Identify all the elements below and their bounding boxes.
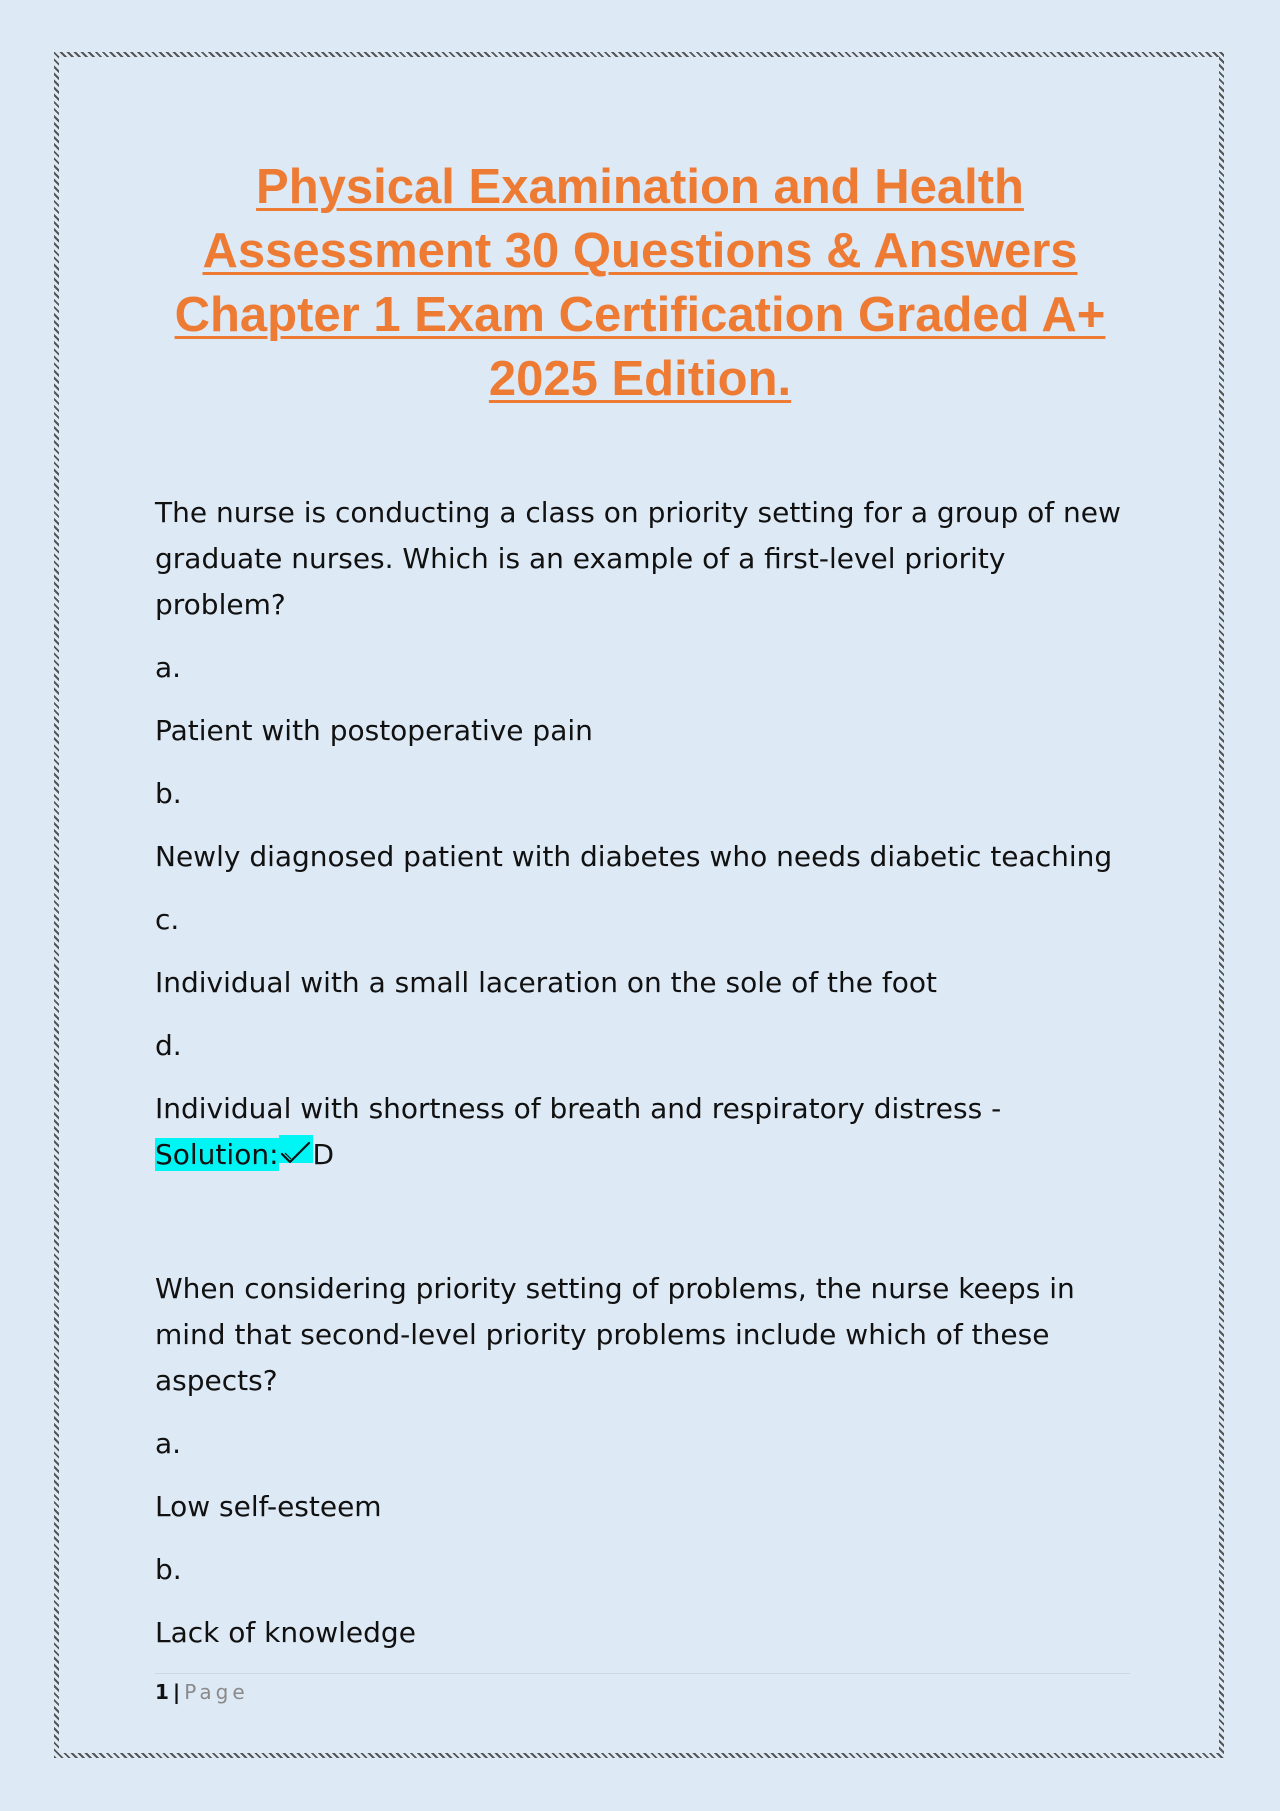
page-label: Page — [184, 1680, 249, 1704]
check-icon — [279, 1135, 313, 1163]
option-letter: a. — [155, 651, 182, 684]
option-text: Individual with a small laceration on the sole of the foot — [155, 966, 937, 999]
solution-label: Solution: — [155, 1138, 279, 1171]
question-1 — [155, 490, 1135, 1178]
option-text: Individual with shortness of breath and respiratory distress - — [155, 1092, 1002, 1125]
footer-separator: | — [172, 1680, 181, 1704]
question-2 — [155, 1266, 1135, 1656]
document-title: Physical Examination and Health Assessment 30 Questions & Answers Chapter 1 Exam Certification Graded A+ 2025 Edition. — [174, 160, 1106, 406]
question-text: The nurse is conducting a class on priority setting for a group of new graduate nurses. Which is an example of a first-level priority problem? — [155, 496, 1121, 621]
page-number: 1 — [155, 1680, 169, 1704]
option-text: Patient with postoperative pain — [155, 714, 593, 747]
option-letter: b. — [155, 1553, 182, 1586]
page-footer — [155, 1673, 1130, 1704]
document-body — [155, 490, 1135, 1656]
solution-line — [155, 1132, 1135, 1178]
option-letter: b. — [155, 777, 182, 810]
option-letter: c. — [155, 903, 180, 936]
option-text: Newly diagnosed patient with diabetes who needs diabetic teaching — [155, 840, 1113, 873]
option-letter: d. — [155, 1029, 182, 1062]
solution-answer: D — [312, 1138, 335, 1171]
question-text: When considering priority setting of problems, the nurse keeps in mind that second-level priority problems include which of these aspects? — [155, 1272, 1075, 1397]
option-text: Lack of knowledge — [155, 1616, 416, 1649]
option-letter: a. — [155, 1427, 182, 1460]
option-text: Low self-esteem — [155, 1490, 382, 1523]
